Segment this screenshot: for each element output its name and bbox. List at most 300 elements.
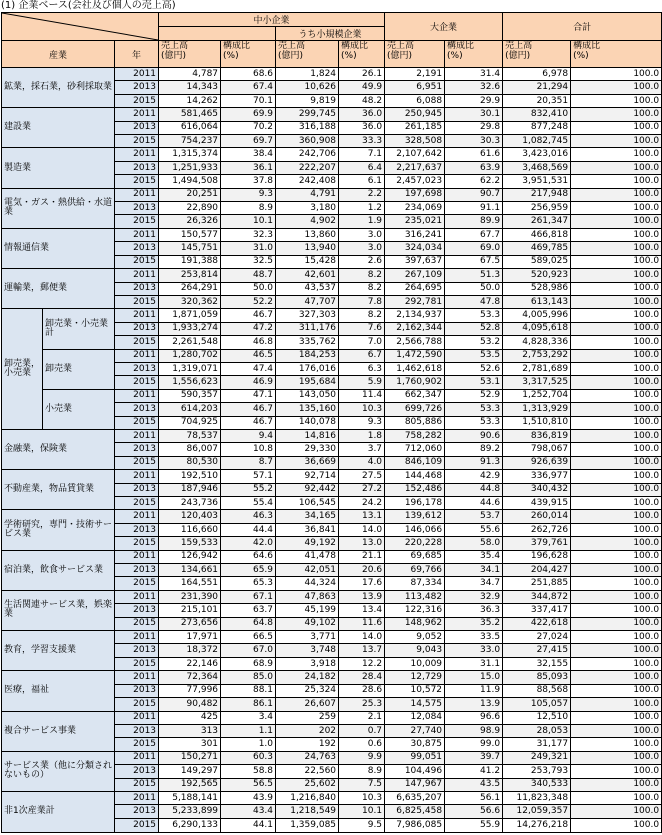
year-cell: 2013 (115, 403, 159, 416)
value-cell: 66.5 (221, 631, 276, 644)
value-cell: 202 (276, 724, 339, 737)
value-cell: 231,390 (159, 590, 221, 603)
value-cell: 1.2 (339, 202, 385, 215)
value-cell: 85,093 (503, 671, 571, 684)
year-cell: 2013 (115, 161, 159, 174)
value-cell: 6.4 (339, 161, 385, 174)
corner-header (2, 13, 159, 41)
value-cell: 234,069 (385, 202, 445, 215)
value-cell: 100.0 (571, 698, 662, 711)
value-cell: 243,736 (159, 497, 221, 510)
industry-label: 生活関連サービス業，娯楽業 (2, 590, 115, 630)
value-cell: 70.2 (221, 121, 276, 134)
value-cell: 397,637 (385, 255, 445, 268)
value-cell: 68.9 (221, 657, 276, 670)
year-cell: 2013 (115, 282, 159, 295)
value-cell: 264,291 (159, 282, 221, 295)
value-cell: 5,188,141 (159, 791, 221, 804)
value-cell: 55.9 (445, 818, 503, 832)
value-cell: 72,364 (159, 671, 221, 684)
value-cell: 337,417 (503, 604, 571, 617)
year-cell: 2011 (115, 389, 159, 402)
value-cell: 38.4 (221, 148, 276, 161)
value-cell: 1,280,702 (159, 349, 221, 362)
value-cell: 9.9 (339, 751, 385, 764)
value-cell: 1,824 (276, 68, 339, 81)
year-cell: 2011 (115, 470, 159, 483)
year-cell: 2015 (115, 778, 159, 791)
value-cell: 2,162,344 (385, 322, 445, 335)
industry-label: 卸売業，小売業 (2, 309, 43, 430)
value-cell: 614,203 (159, 403, 221, 416)
value-cell: 26.1 (339, 68, 385, 81)
value-cell: 13,860 (276, 228, 339, 241)
value-cell: 27,415 (503, 644, 571, 657)
value-cell: 26,607 (276, 698, 339, 711)
year-cell: 2015 (115, 738, 159, 751)
value-cell: 33.5 (445, 631, 503, 644)
header-line2: (億円) (161, 51, 187, 61)
value-cell: 31.1 (445, 657, 503, 670)
value-cell: 42.9 (445, 470, 503, 483)
value-cell: 32.3 (221, 228, 276, 241)
value-cell: 42,051 (276, 564, 339, 577)
year-cell: 2011 (115, 429, 159, 442)
year-cell: 2013 (115, 483, 159, 496)
industry-label: 医療，福祉 (2, 671, 115, 711)
value-cell: 88,568 (503, 684, 571, 697)
value-cell: 1.1 (221, 724, 276, 737)
value-cell: 215,101 (159, 604, 221, 617)
value-cell: 47.8 (445, 295, 503, 308)
value-cell: 49,192 (276, 537, 339, 550)
value-cell: 2,134,937 (385, 309, 445, 322)
value-cell: 32.6 (445, 81, 503, 94)
value-cell: 36,669 (276, 456, 339, 469)
value-cell: 150,577 (159, 228, 221, 241)
value-cell: 10,009 (385, 657, 445, 670)
table-row (2, 671, 662, 684)
value-cell: 242,408 (276, 175, 339, 188)
year-cell: 2011 (115, 188, 159, 201)
value-cell: 68.6 (221, 68, 276, 81)
header-sme: 中小企業 (159, 13, 385, 27)
value-cell: 292,781 (385, 295, 445, 308)
value-cell: 90.7 (445, 188, 503, 201)
value-cell: 1,556,623 (159, 376, 221, 389)
value-cell: 14.0 (339, 523, 385, 536)
header-total-sales (503, 41, 571, 68)
value-cell: 12,084 (385, 711, 445, 724)
value-cell: 7.8 (339, 295, 385, 308)
industry-label: 鉱業，採石業，砂利採取業 (2, 68, 115, 108)
value-cell: 299,745 (276, 108, 339, 121)
year-cell: 2011 (115, 349, 159, 362)
value-cell: 13.9 (339, 590, 385, 603)
year-cell: 2013 (115, 604, 159, 617)
value-cell: 44.6 (445, 497, 503, 510)
header-line1: 構成比 (223, 41, 251, 51)
value-cell: 6,951 (385, 81, 445, 94)
industry-label: 電気・ガス・熱供給・水道業 (2, 188, 115, 228)
header-line1: 構成比 (447, 41, 475, 51)
value-cell: 100.0 (571, 376, 662, 389)
year-cell: 2015 (115, 577, 159, 590)
value-cell: 46.3 (221, 510, 276, 523)
table-row (2, 148, 662, 161)
value-cell: 2,753,292 (503, 349, 571, 362)
value-cell: 34,165 (276, 510, 339, 523)
value-cell: 15,428 (276, 255, 339, 268)
value-cell: 113,482 (385, 590, 445, 603)
header-line1: 売上高 (278, 41, 306, 51)
value-cell: 6.3 (339, 362, 385, 375)
year-cell: 2013 (115, 81, 159, 94)
value-cell: 253,793 (503, 765, 571, 778)
value-cell: 6,825,458 (385, 805, 445, 818)
value-cell: 6.1 (339, 175, 385, 188)
value-cell: 1,760,902 (385, 376, 445, 389)
value-cell: 67.1 (221, 590, 276, 603)
value-cell: 704,925 (159, 416, 221, 429)
year-cell: 2013 (115, 121, 159, 134)
value-cell: 100.0 (571, 590, 662, 603)
value-cell: 53.3 (445, 403, 503, 416)
value-cell: 100.0 (571, 711, 662, 724)
value-cell: 56.1 (445, 791, 503, 804)
value-cell: 589,025 (503, 255, 571, 268)
value-cell: 327,303 (276, 309, 339, 322)
value-cell: 1,472,590 (385, 349, 445, 362)
value-cell: 1,251,933 (159, 161, 221, 174)
industry-label: 情報通信業 (2, 228, 115, 268)
value-cell: 3.0 (339, 242, 385, 255)
value-cell: 27,024 (503, 631, 571, 644)
value-cell: 20,351 (503, 94, 571, 107)
value-cell: 60.3 (221, 751, 276, 764)
value-cell: 69.9 (221, 108, 276, 121)
value-cell: 36,841 (276, 523, 339, 536)
value-cell: 9.4 (221, 429, 276, 442)
table-row (2, 590, 662, 603)
value-cell: 100.0 (571, 175, 662, 188)
value-cell: 528,986 (503, 282, 571, 295)
value-cell: 48.2 (339, 94, 385, 107)
value-cell: 46.7 (221, 309, 276, 322)
value-cell: 11,823,348 (503, 791, 571, 804)
year-cell: 2015 (115, 617, 159, 630)
value-cell: 699,726 (385, 403, 445, 416)
value-cell: 590,357 (159, 389, 221, 402)
value-cell: 85.0 (221, 671, 276, 684)
value-cell: 100.0 (571, 148, 662, 161)
table-row (2, 751, 662, 764)
year-cell: 2013 (115, 362, 159, 375)
value-cell: 1,218,549 (276, 805, 339, 818)
value-cell: 30,875 (385, 738, 445, 751)
value-cell: 100.0 (571, 671, 662, 684)
value-cell: 8.7 (221, 456, 276, 469)
industry-label: 建設業 (2, 108, 115, 148)
value-cell: 805,886 (385, 416, 445, 429)
value-cell: 47.2 (221, 322, 276, 335)
value-cell: 43.4 (221, 805, 276, 818)
value-cell: 37.8 (221, 175, 276, 188)
year-cell: 2011 (115, 510, 159, 523)
value-cell: 220,228 (385, 537, 445, 550)
header-large-ratio (445, 41, 503, 68)
value-cell: 1,359,085 (276, 818, 339, 832)
sub-industry-label: 卸売業 (43, 349, 115, 389)
value-cell: 10.3 (339, 791, 385, 804)
value-cell: 44,324 (276, 577, 339, 590)
year-cell: 2011 (115, 590, 159, 603)
value-cell: 87,334 (385, 577, 445, 590)
year-cell: 2011 (115, 711, 159, 724)
value-cell: 80,530 (159, 456, 221, 469)
value-cell: 78,537 (159, 429, 221, 442)
value-cell: 17,971 (159, 631, 221, 644)
value-cell: 88.1 (221, 684, 276, 697)
value-cell: 100.0 (571, 724, 662, 737)
value-cell: 46.5 (221, 349, 276, 362)
value-cell: 57.1 (221, 470, 276, 483)
value-cell: 42.0 (221, 537, 276, 550)
value-cell: 100.0 (571, 228, 662, 241)
value-cell: 11.4 (339, 389, 385, 402)
value-cell: 100.0 (571, 242, 662, 255)
year-cell: 2015 (115, 175, 159, 188)
industry-label: 非1次産業計 (2, 791, 115, 832)
value-cell: 31.0 (221, 242, 276, 255)
year-cell: 2011 (115, 309, 159, 322)
value-cell: 53.2 (445, 336, 503, 349)
value-cell: 12,729 (385, 671, 445, 684)
value-cell: 14,575 (385, 698, 445, 711)
value-cell: 100.0 (571, 805, 662, 818)
value-cell: 32,155 (503, 657, 571, 670)
value-cell: 29.8 (445, 121, 503, 134)
value-cell: 99,051 (385, 751, 445, 764)
value-cell: 52.9 (445, 389, 503, 402)
year-cell: 2015 (115, 818, 159, 832)
value-cell: 122,316 (385, 604, 445, 617)
value-cell: 8.9 (221, 202, 276, 215)
header-line2: (%) (573, 51, 589, 61)
header-line2: (億円) (505, 51, 531, 61)
diagonal-line (2, 13, 158, 40)
value-cell: 20.6 (339, 564, 385, 577)
value-cell: 10.8 (221, 443, 276, 456)
value-cell: 3,423,016 (503, 148, 571, 161)
value-cell: 11.9 (445, 684, 503, 697)
value-cell: 100.0 (571, 738, 662, 751)
value-cell: 195,684 (276, 376, 339, 389)
year-cell: 2013 (115, 443, 159, 456)
value-cell: 144,468 (385, 470, 445, 483)
value-cell: 99.0 (445, 738, 503, 751)
value-cell: 143,050 (276, 389, 339, 402)
value-cell: 28,053 (503, 724, 571, 737)
value-cell: 116,660 (159, 523, 221, 536)
value-cell: 3,771 (276, 631, 339, 644)
table-caption: (1) 企業ベース(会社及び個人の売上高) (1, 0, 176, 11)
header-industry: 産業 (2, 41, 115, 68)
value-cell: 7,986,085 (385, 818, 445, 832)
value-cell: 100.0 (571, 564, 662, 577)
value-cell: 65.9 (221, 564, 276, 577)
value-cell: 7.1 (339, 148, 385, 161)
industry-label: 教育，学習支援業 (2, 631, 115, 671)
value-cell: 100.0 (571, 497, 662, 510)
value-cell: 100.0 (571, 443, 662, 456)
year-cell: 2013 (115, 805, 159, 818)
value-cell: 846,109 (385, 456, 445, 469)
value-cell: 520,923 (503, 269, 571, 282)
value-cell: 50.0 (445, 282, 503, 295)
value-cell: 754,237 (159, 135, 221, 148)
value-cell: 47.1 (221, 389, 276, 402)
year-cell: 2013 (115, 644, 159, 657)
value-cell: 10,626 (276, 81, 339, 94)
value-cell: 22,890 (159, 202, 221, 215)
value-cell: 4,791 (276, 188, 339, 201)
value-cell: 1,082,745 (503, 135, 571, 148)
value-cell: 100.0 (571, 818, 662, 832)
year-cell: 2011 (115, 68, 159, 81)
value-cell: 273,656 (159, 617, 221, 630)
value-cell: 1,462,618 (385, 362, 445, 375)
value-cell: 3.0 (339, 228, 385, 241)
value-cell: 139,612 (385, 510, 445, 523)
value-cell: 316,241 (385, 228, 445, 241)
value-cell: 106,545 (276, 497, 339, 510)
value-cell: 67.4 (221, 81, 276, 94)
year-cell: 2015 (115, 215, 159, 228)
value-cell: 64.6 (221, 550, 276, 563)
value-cell: 262,726 (503, 523, 571, 536)
value-cell: 34.1 (445, 564, 503, 577)
value-cell: 24,182 (276, 671, 339, 684)
value-cell: 55.4 (221, 497, 276, 510)
table-row (2, 269, 662, 282)
value-cell: 56.6 (445, 805, 503, 818)
value-cell: 46.7 (221, 416, 276, 429)
value-cell: 100.0 (571, 537, 662, 550)
value-cell: 89.2 (445, 443, 503, 456)
value-cell: 21,294 (503, 81, 571, 94)
table-row (2, 711, 662, 724)
value-cell: 100.0 (571, 456, 662, 469)
value-cell: 53.5 (445, 349, 503, 362)
value-cell: 100.0 (571, 751, 662, 764)
value-cell: 249,321 (503, 751, 571, 764)
value-cell: 2,457,023 (385, 175, 445, 188)
header-line1: 売上高 (161, 41, 189, 51)
value-cell: 52.6 (445, 362, 503, 375)
value-cell: 91.1 (445, 202, 503, 215)
value-cell: 14,276,218 (503, 818, 571, 832)
value-cell: 8.9 (339, 765, 385, 778)
value-cell: 24.2 (339, 497, 385, 510)
year-cell: 2015 (115, 135, 159, 148)
value-cell: 3,468,569 (503, 161, 571, 174)
value-cell: 242,706 (276, 148, 339, 161)
table-row (2, 188, 662, 201)
value-cell: 2,107,642 (385, 148, 445, 161)
value-cell: 100.0 (571, 255, 662, 268)
value-cell: 9.3 (339, 416, 385, 429)
value-cell: 32.9 (445, 590, 503, 603)
year-cell: 2015 (115, 295, 159, 308)
value-cell: 148,962 (385, 617, 445, 630)
year-cell: 2015 (115, 698, 159, 711)
year-cell: 2011 (115, 791, 159, 804)
value-cell: 35.2 (445, 617, 503, 630)
header-sme-sales (159, 41, 221, 68)
value-cell: 120,403 (159, 510, 221, 523)
year-cell: 2015 (115, 376, 159, 389)
value-cell: 25,324 (276, 684, 339, 697)
value-cell: 2,566,788 (385, 336, 445, 349)
value-cell: 29.9 (445, 94, 503, 107)
value-cell: 1,319,071 (159, 362, 221, 375)
value-cell: 9,043 (385, 644, 445, 657)
value-cell: 422,618 (503, 617, 571, 630)
header-line1: 構成比 (573, 41, 601, 51)
value-cell: 24,763 (276, 751, 339, 764)
sub-industry-label: 小売業 (43, 389, 115, 429)
value-cell: 92,442 (276, 483, 339, 496)
value-cell: 58.0 (445, 537, 503, 550)
value-cell: 14,343 (159, 81, 221, 94)
value-cell: 260,014 (503, 510, 571, 523)
value-cell: 13.7 (339, 644, 385, 657)
industry-label: 宿泊業，飲食サービス業 (2, 550, 115, 590)
value-cell: 7.6 (339, 322, 385, 335)
value-cell: 49,102 (276, 617, 339, 630)
value-cell: 41,478 (276, 550, 339, 563)
value-cell: 33.3 (339, 135, 385, 148)
value-cell: 1,313,929 (503, 403, 571, 416)
value-cell: 100.0 (571, 322, 662, 335)
value-cell: 261,185 (385, 121, 445, 134)
value-cell: 29,330 (276, 443, 339, 456)
year-cell: 2013 (115, 202, 159, 215)
value-cell: 2,217,637 (385, 161, 445, 174)
value-cell: 149,297 (159, 765, 221, 778)
year-cell: 2015 (115, 94, 159, 107)
value-cell: 328,508 (385, 135, 445, 148)
value-cell: 164,551 (159, 577, 221, 590)
value-cell: 35.4 (445, 550, 503, 563)
value-cell: 34.7 (445, 577, 503, 590)
value-cell: 36.0 (339, 121, 385, 134)
value-cell: 50.0 (221, 282, 276, 295)
value-cell: 39.7 (445, 751, 503, 764)
value-cell: 17.6 (339, 577, 385, 590)
value-cell: 67.5 (445, 255, 503, 268)
value-cell: 5,233,899 (159, 805, 221, 818)
year-cell: 2011 (115, 631, 159, 644)
value-cell: 8.2 (339, 269, 385, 282)
header-line2: (%) (223, 51, 239, 61)
industry-label: 運輸業，郵便業 (2, 269, 115, 309)
value-cell: 926,639 (503, 456, 571, 469)
value-cell: 2.6 (339, 255, 385, 268)
value-cell: 250,945 (385, 108, 445, 121)
value-cell: 67.7 (445, 228, 503, 241)
